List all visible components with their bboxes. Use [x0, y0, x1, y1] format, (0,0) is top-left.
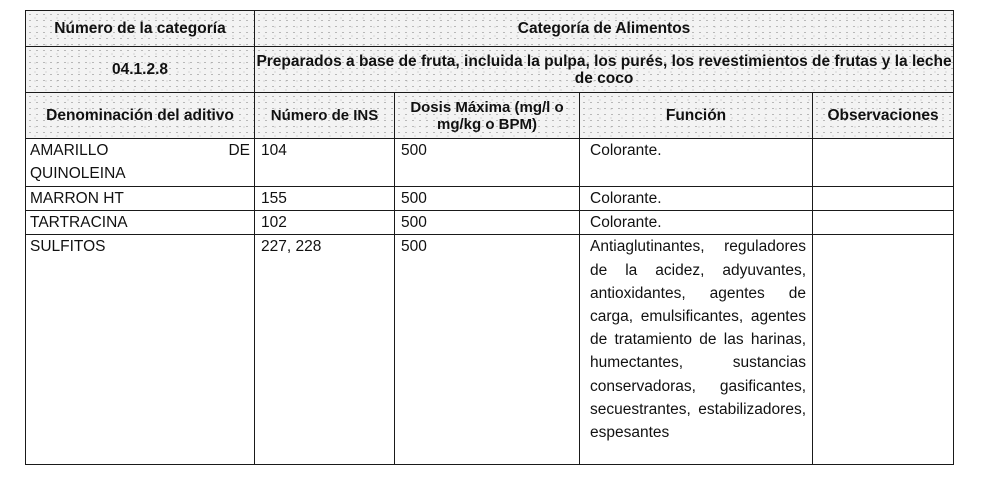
observations-cell — [813, 211, 954, 235]
table-row — [26, 211, 954, 235]
table-row — [26, 139, 954, 187]
column-header-row — [26, 93, 954, 139]
function-cell: Colorante. — [580, 211, 813, 235]
column-header-ins-number: Número de INS — [255, 93, 395, 139]
ins-number-cell: 227, 228 — [255, 235, 395, 465]
column-header-max-dose: Dosis Máxima (mg/l o mg/kg o BPM) — [395, 93, 580, 139]
additive-name-cell: SULFITOS — [26, 235, 255, 465]
observations-cell — [813, 139, 954, 187]
additive-name-cell: TARTRACINA — [26, 211, 255, 235]
food-category-label: Categoría de Alimentos — [255, 11, 954, 47]
ins-number-cell: 155 — [255, 187, 395, 211]
max-dose-cell: 500 — [395, 211, 580, 235]
category-value-row — [26, 47, 954, 93]
additives-table — [25, 10, 954, 465]
max-dose-cell: 500 — [395, 187, 580, 211]
observations-cell — [813, 235, 954, 465]
function-cell: Antiaglutinantes, reguladores de la acidez, adyuvantes, antioxidantes, agentes de carga, emulsificantes, agentes de tratamiento de las harinas, humectantes, sustancias conservadoras, gasificantes, secuestrantes, estabilizadores, espesantes — [580, 235, 813, 465]
additive-name-line: AMARILLO DE — [30, 142, 250, 159]
column-header-function: Función — [580, 93, 813, 139]
category-number-label: Número de la categoría — [26, 11, 255, 47]
additive-name-cell: MARRON HT — [26, 187, 255, 211]
ins-number-cell: 104 — [255, 139, 395, 187]
additive-name-line: QUINOLEINA — [30, 165, 126, 182]
observations-cell — [813, 187, 954, 211]
category-number: 04.1.2.8 — [26, 47, 255, 93]
function-cell: Colorante. — [580, 139, 813, 187]
category-description: Preparados a base de fruta, incluida la pulpa, los purés, los revestimientos de frutas y la leche de coco — [255, 47, 954, 93]
table-row — [26, 235, 954, 465]
additives-document — [25, 10, 953, 465]
table-row — [26, 187, 954, 211]
additive-name-cell — [26, 139, 255, 187]
max-dose-cell: 500 — [395, 235, 580, 465]
ins-number-cell: 102 — [255, 211, 395, 235]
category-header-row — [26, 11, 954, 47]
column-header-additive-name: Denominación del aditivo — [26, 93, 255, 139]
function-cell: Colorante. — [580, 187, 813, 211]
max-dose-cell: 500 — [395, 139, 580, 187]
column-header-observations: Observaciones — [813, 93, 954, 139]
